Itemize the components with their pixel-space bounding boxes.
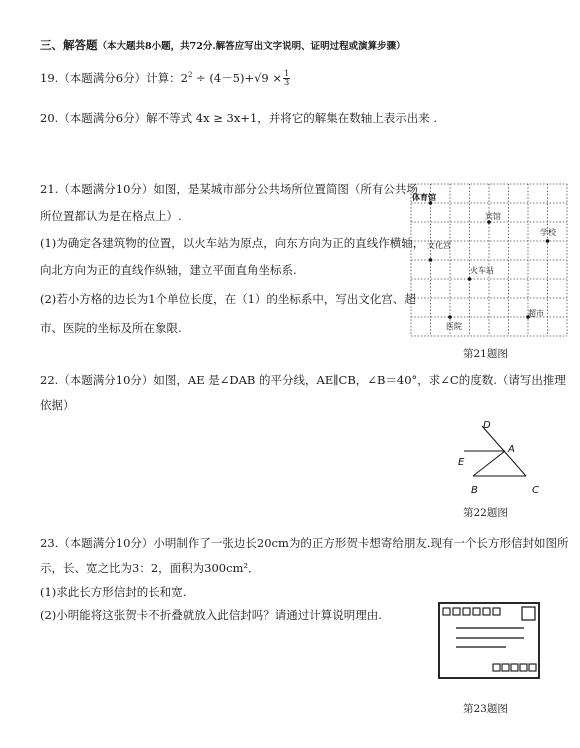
huochezhan-point bbox=[468, 277, 472, 281]
question-20: 20.（本题满分6分）解不等式 4x ≥ 3x+1，并将它的解集在数轴上表示出来 . bbox=[40, 111, 438, 125]
address-lines bbox=[456, 628, 524, 647]
q21-line-3: (1)为确定各建筑物的位置，以火车站为原点，向东方向为正的直线作横轴， bbox=[40, 236, 425, 250]
q23-line-1: 23.（本题满分10分）小明制作了一张边长20cm为的正方形贺卡想寄给朋友.现有一个长方形信封如图所 bbox=[40, 536, 569, 550]
q23-line-4: (2)小明能将这张贺卡不折叠就放入此信封吗？请通过计算说明理由. bbox=[40, 608, 382, 622]
label-D: D bbox=[483, 420, 491, 431]
q21-line-5: (2)若小方格的边长为1个单位长度，在（1）的坐标系中，写出文化宫、超 bbox=[40, 292, 416, 306]
q19-lead: 19.（本题满分6分）计算： bbox=[40, 70, 181, 85]
wenhuagong-label: 文化宫 bbox=[427, 241, 451, 250]
q19-fraction: $\frac{1}{3}$ bbox=[284, 69, 290, 88]
label-E: E bbox=[458, 457, 465, 468]
xuexiao-label: 学校 bbox=[540, 228, 556, 237]
q22-line-1: 22.（本题满分10分）如图，AE 是∠DAB 的平分线，AE∥CB，∠B＝40°，求∠C的度数.（请写出推理 bbox=[40, 373, 566, 387]
segment-BA bbox=[473, 451, 505, 476]
figure-22-caption: 第22题图 bbox=[463, 507, 508, 519]
label-C: C bbox=[532, 485, 539, 496]
postcode-boxes bbox=[443, 608, 500, 615]
section-title: 三、解答题 bbox=[40, 38, 98, 52]
figure-21-caption: 第21题图 bbox=[463, 348, 508, 360]
q23-line-2: 示，长、宽之比为3：2，面积为300cm²． bbox=[40, 561, 260, 575]
yiyuan-point bbox=[448, 315, 452, 319]
binguan-label: 宾馆 bbox=[485, 212, 501, 221]
stamp-box bbox=[522, 607, 535, 620]
chaoshi-label: 超市 bbox=[528, 309, 544, 318]
tiyuguan-label: 体育馆 bbox=[412, 193, 436, 202]
q21-line-2: 所位置都认为是在格点上）. bbox=[40, 209, 182, 223]
q21-line-6: 市、医院的坐标及所在象限. bbox=[40, 321, 182, 335]
city-map-figure bbox=[410, 183, 568, 337]
xuexiao-point bbox=[546, 239, 550, 243]
sender-postcode-boxes bbox=[493, 664, 536, 671]
q21-line-4: 向北方向为正的直线作纵轴，建立平面直角坐标系. bbox=[40, 263, 297, 277]
label-A: A bbox=[508, 444, 515, 455]
envelope-outline bbox=[439, 603, 539, 678]
q21-line-1: 21.（本题满分10分）如图，是某城市部分公共场所位置简图（所有公共场 bbox=[40, 182, 418, 196]
q19-expr: $2^2 \div (4-5)+√9$ × $\frac{1}{3}$ bbox=[180, 69, 290, 88]
section-header bbox=[40, 38, 406, 54]
angle-figure bbox=[455, 416, 551, 498]
envelope-figure bbox=[436, 601, 544, 683]
question-19 bbox=[40, 68, 290, 87]
q22-line-2: 依据） bbox=[40, 398, 75, 412]
figure-23-caption: 第23题图 bbox=[463, 703, 508, 715]
section-note: （本大题共8小题，共72分.解答应写出文字说明、证明过程或演算步骤） bbox=[97, 41, 406, 52]
q23-line-3: (1)求此长方形信封的长和宽. bbox=[40, 585, 187, 599]
label-B: B bbox=[471, 485, 478, 496]
yiyuan-label: 医院 bbox=[446, 322, 462, 331]
wenhuagong-point bbox=[429, 258, 433, 262]
huochezhan-label: 火车站 bbox=[470, 266, 494, 275]
